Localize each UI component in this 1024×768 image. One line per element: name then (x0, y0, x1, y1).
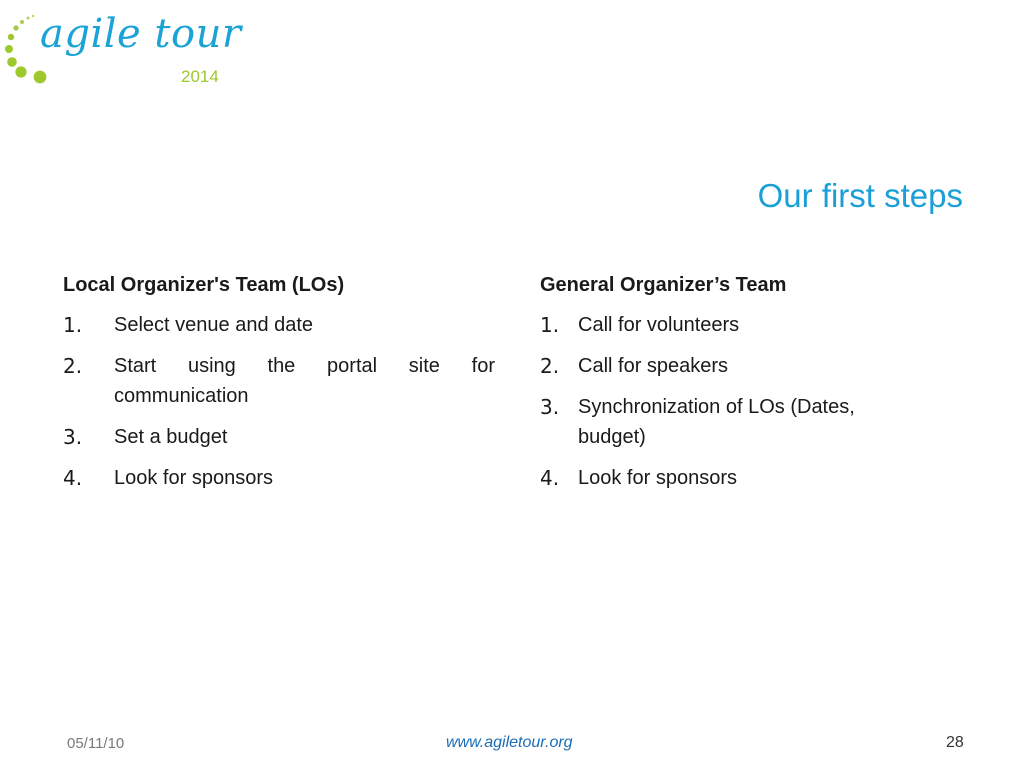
column-heading: General Organizer’s Team (540, 274, 787, 296)
list-item (540, 310, 920, 340)
general-organizers-column (540, 270, 920, 504)
step-text: Look for sponsors (114, 467, 273, 489)
page-number: 28 (946, 734, 964, 751)
step-number: 2. (540, 354, 560, 378)
step-number: 4. (63, 466, 83, 490)
list-item (540, 463, 920, 493)
step-text: Call for volunteers (578, 314, 740, 336)
list-item (63, 463, 495, 493)
step-text: Synchronization of LOs (Dates, budget) (578, 396, 855, 448)
step-number: 1. (63, 313, 83, 337)
column-heading: Local Organizer's Team (LOs) (63, 274, 345, 296)
footer-date: 05/11/10 (67, 735, 125, 752)
step-text: Set a budget (114, 426, 228, 448)
step-text: Select venue and date (114, 314, 314, 336)
steps-list (540, 310, 920, 493)
step-number: 3. (63, 425, 83, 449)
slide-title: Our first steps (757, 177, 963, 214)
step-text: Look for sponsors (578, 467, 737, 489)
step-number: 1. (540, 313, 560, 337)
footer-website-link[interactable]: www.agiletour.org (446, 734, 573, 751)
agile-tour-logo (0, 0, 240, 95)
steps-list (63, 310, 495, 493)
logo-year: 2014 (181, 67, 219, 86)
step-text: Start using the portal site for communication (114, 355, 495, 407)
list-item (63, 422, 495, 452)
step-number: 2. (63, 354, 83, 378)
step-number: 3. (540, 395, 560, 419)
list-item (540, 351, 920, 381)
list-item (63, 351, 495, 411)
local-organizers-column (63, 270, 495, 504)
step-text: Call for speakers (578, 355, 729, 377)
logo-wordmark: agile tour (40, 11, 242, 57)
list-item (540, 392, 920, 452)
step-number: 4. (540, 466, 560, 490)
list-item (63, 310, 495, 340)
